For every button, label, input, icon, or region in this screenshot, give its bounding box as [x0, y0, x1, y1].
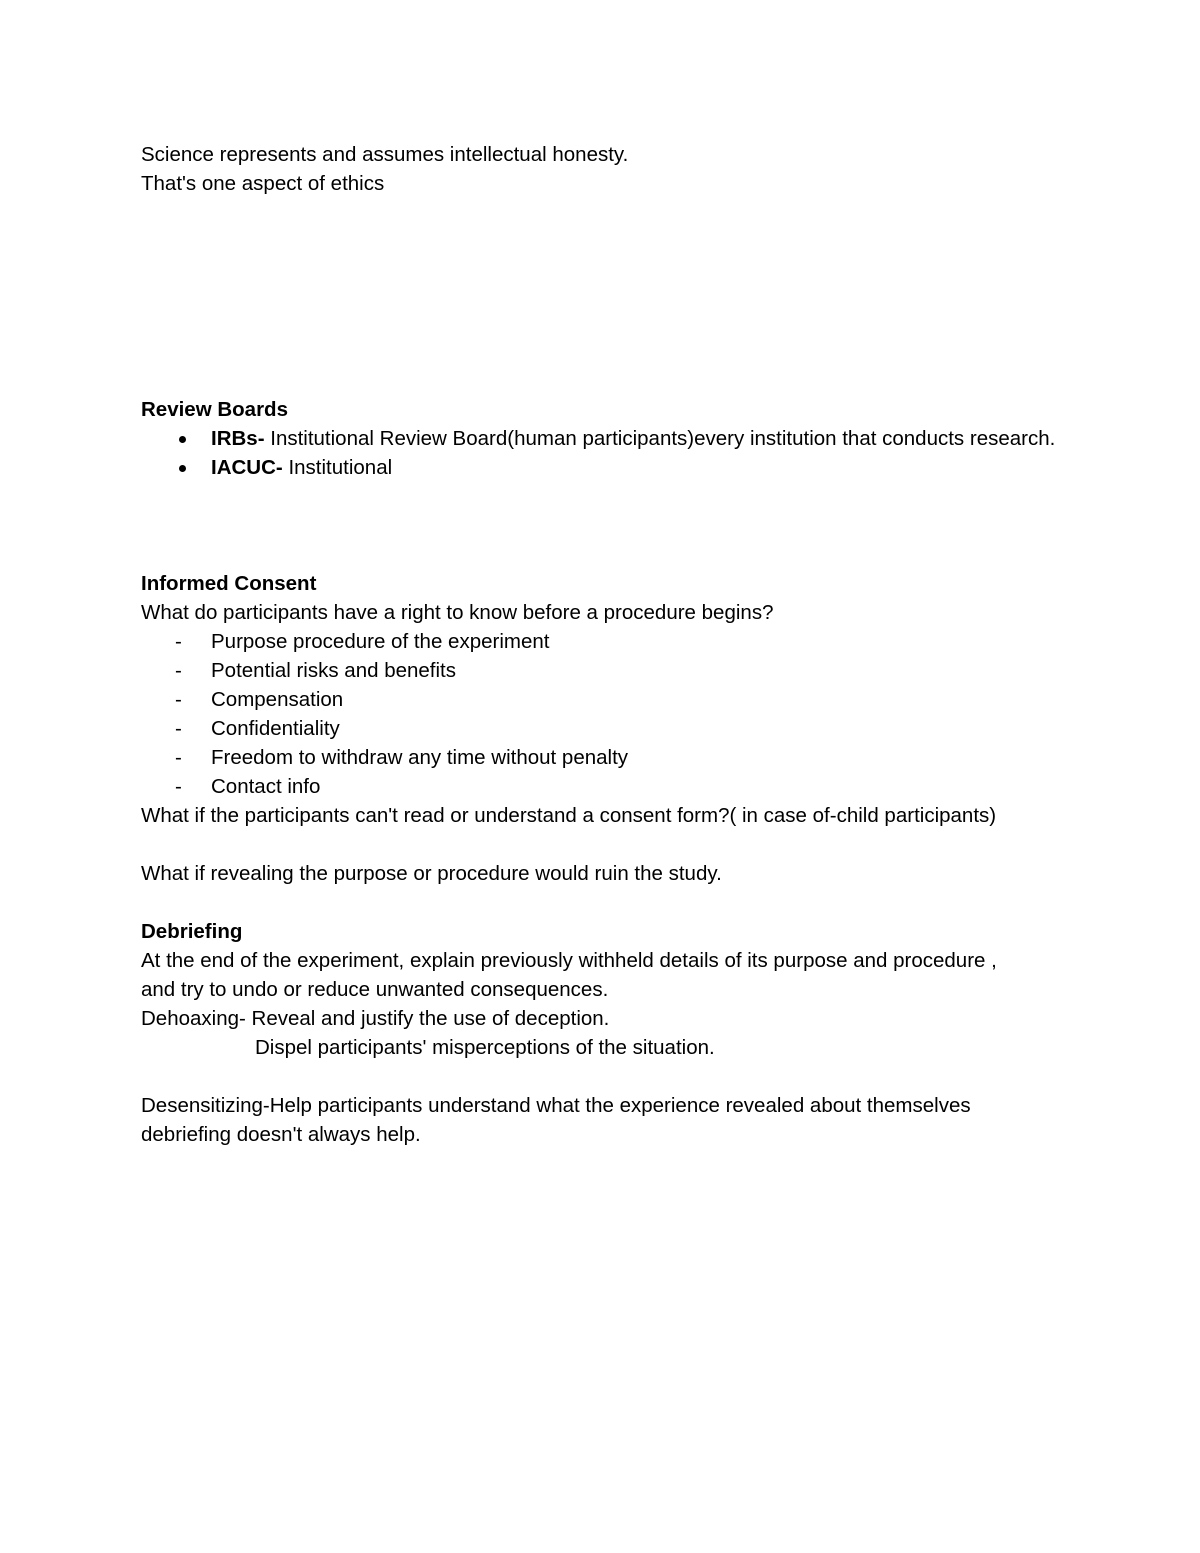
list-item-text: Purpose procedure of the experiment — [211, 630, 550, 653]
bullet-icon — [179, 465, 186, 472]
consent-followup-2: What if revealing the purpose or procedure would ruin the study. — [141, 862, 722, 885]
debriefing-line-2: and try to undo or reduce unwanted consequences. — [141, 978, 609, 1001]
list-item — [141, 685, 1061, 714]
review-boards-list — [141, 424, 1061, 482]
dash-marker: - — [175, 775, 182, 798]
list-item — [141, 743, 1061, 772]
spacer — [141, 482, 1061, 569]
list-item-text: Potential risks and benefits — [211, 659, 456, 682]
spacer — [141, 198, 1061, 395]
term-description: Institutional Review Board(human participants)every institution that conducts research. — [264, 427, 1056, 450]
debriefing-closing-line: debriefing doesn't always help. — [141, 1123, 421, 1146]
review-boards-heading: Review Boards — [141, 398, 288, 421]
list-item — [141, 656, 1061, 685]
dash-marker: - — [175, 746, 182, 769]
list-item-text: Compensation — [211, 688, 344, 711]
bullet-icon — [179, 436, 186, 443]
debriefing-heading: Debriefing — [141, 920, 243, 943]
intro-line-1: Science represents and assumes intellectual honesty. — [141, 143, 629, 166]
list-item — [141, 453, 1061, 482]
consent-rights-list — [141, 627, 1061, 801]
desensitizing-line: Desensitizing-Help participants understand what the experience revealed about themselves — [141, 1094, 971, 1117]
list-item — [141, 627, 1061, 656]
informed-consent-question: What do participants have a right to know before a procedure begins? — [141, 601, 774, 624]
list-item — [141, 772, 1061, 801]
intro-line-2: That's one aspect of ethics — [141, 172, 385, 195]
dispel-line: Dispel participants' misperceptions of the situation. — [255, 1036, 715, 1059]
debriefing-line-1: At the end of the experiment, explain previously withheld details of its purpose and procedure , — [141, 949, 997, 972]
spacer — [141, 888, 1061, 917]
dehoaxing-line: Dehoaxing- Reveal and justify the use of deception. — [141, 1007, 610, 1030]
term-description: Institutional — [282, 456, 393, 479]
dash-marker: - — [175, 688, 182, 711]
informed-consent-heading: Informed Consent — [141, 572, 317, 595]
consent-followup-1: What if the participants can't read or understand a consent form?( in case of-child participants) — [141, 804, 997, 827]
spacer — [141, 830, 1061, 859]
dash-marker: - — [175, 717, 182, 740]
dash-marker: - — [175, 659, 182, 682]
list-item-text: Confidentiality — [211, 717, 340, 740]
list-item-text: Freedom to withdraw any time without penalty — [211, 746, 629, 769]
term-label: IRBs- — [211, 427, 265, 450]
list-item-text: Contact info — [211, 775, 321, 798]
document-body — [141, 140, 1061, 1149]
list-item — [141, 714, 1061, 743]
spacer — [141, 1062, 1061, 1091]
term-label: IACUC- — [211, 456, 283, 479]
list-item — [141, 424, 1061, 453]
dash-marker: - — [175, 630, 182, 653]
